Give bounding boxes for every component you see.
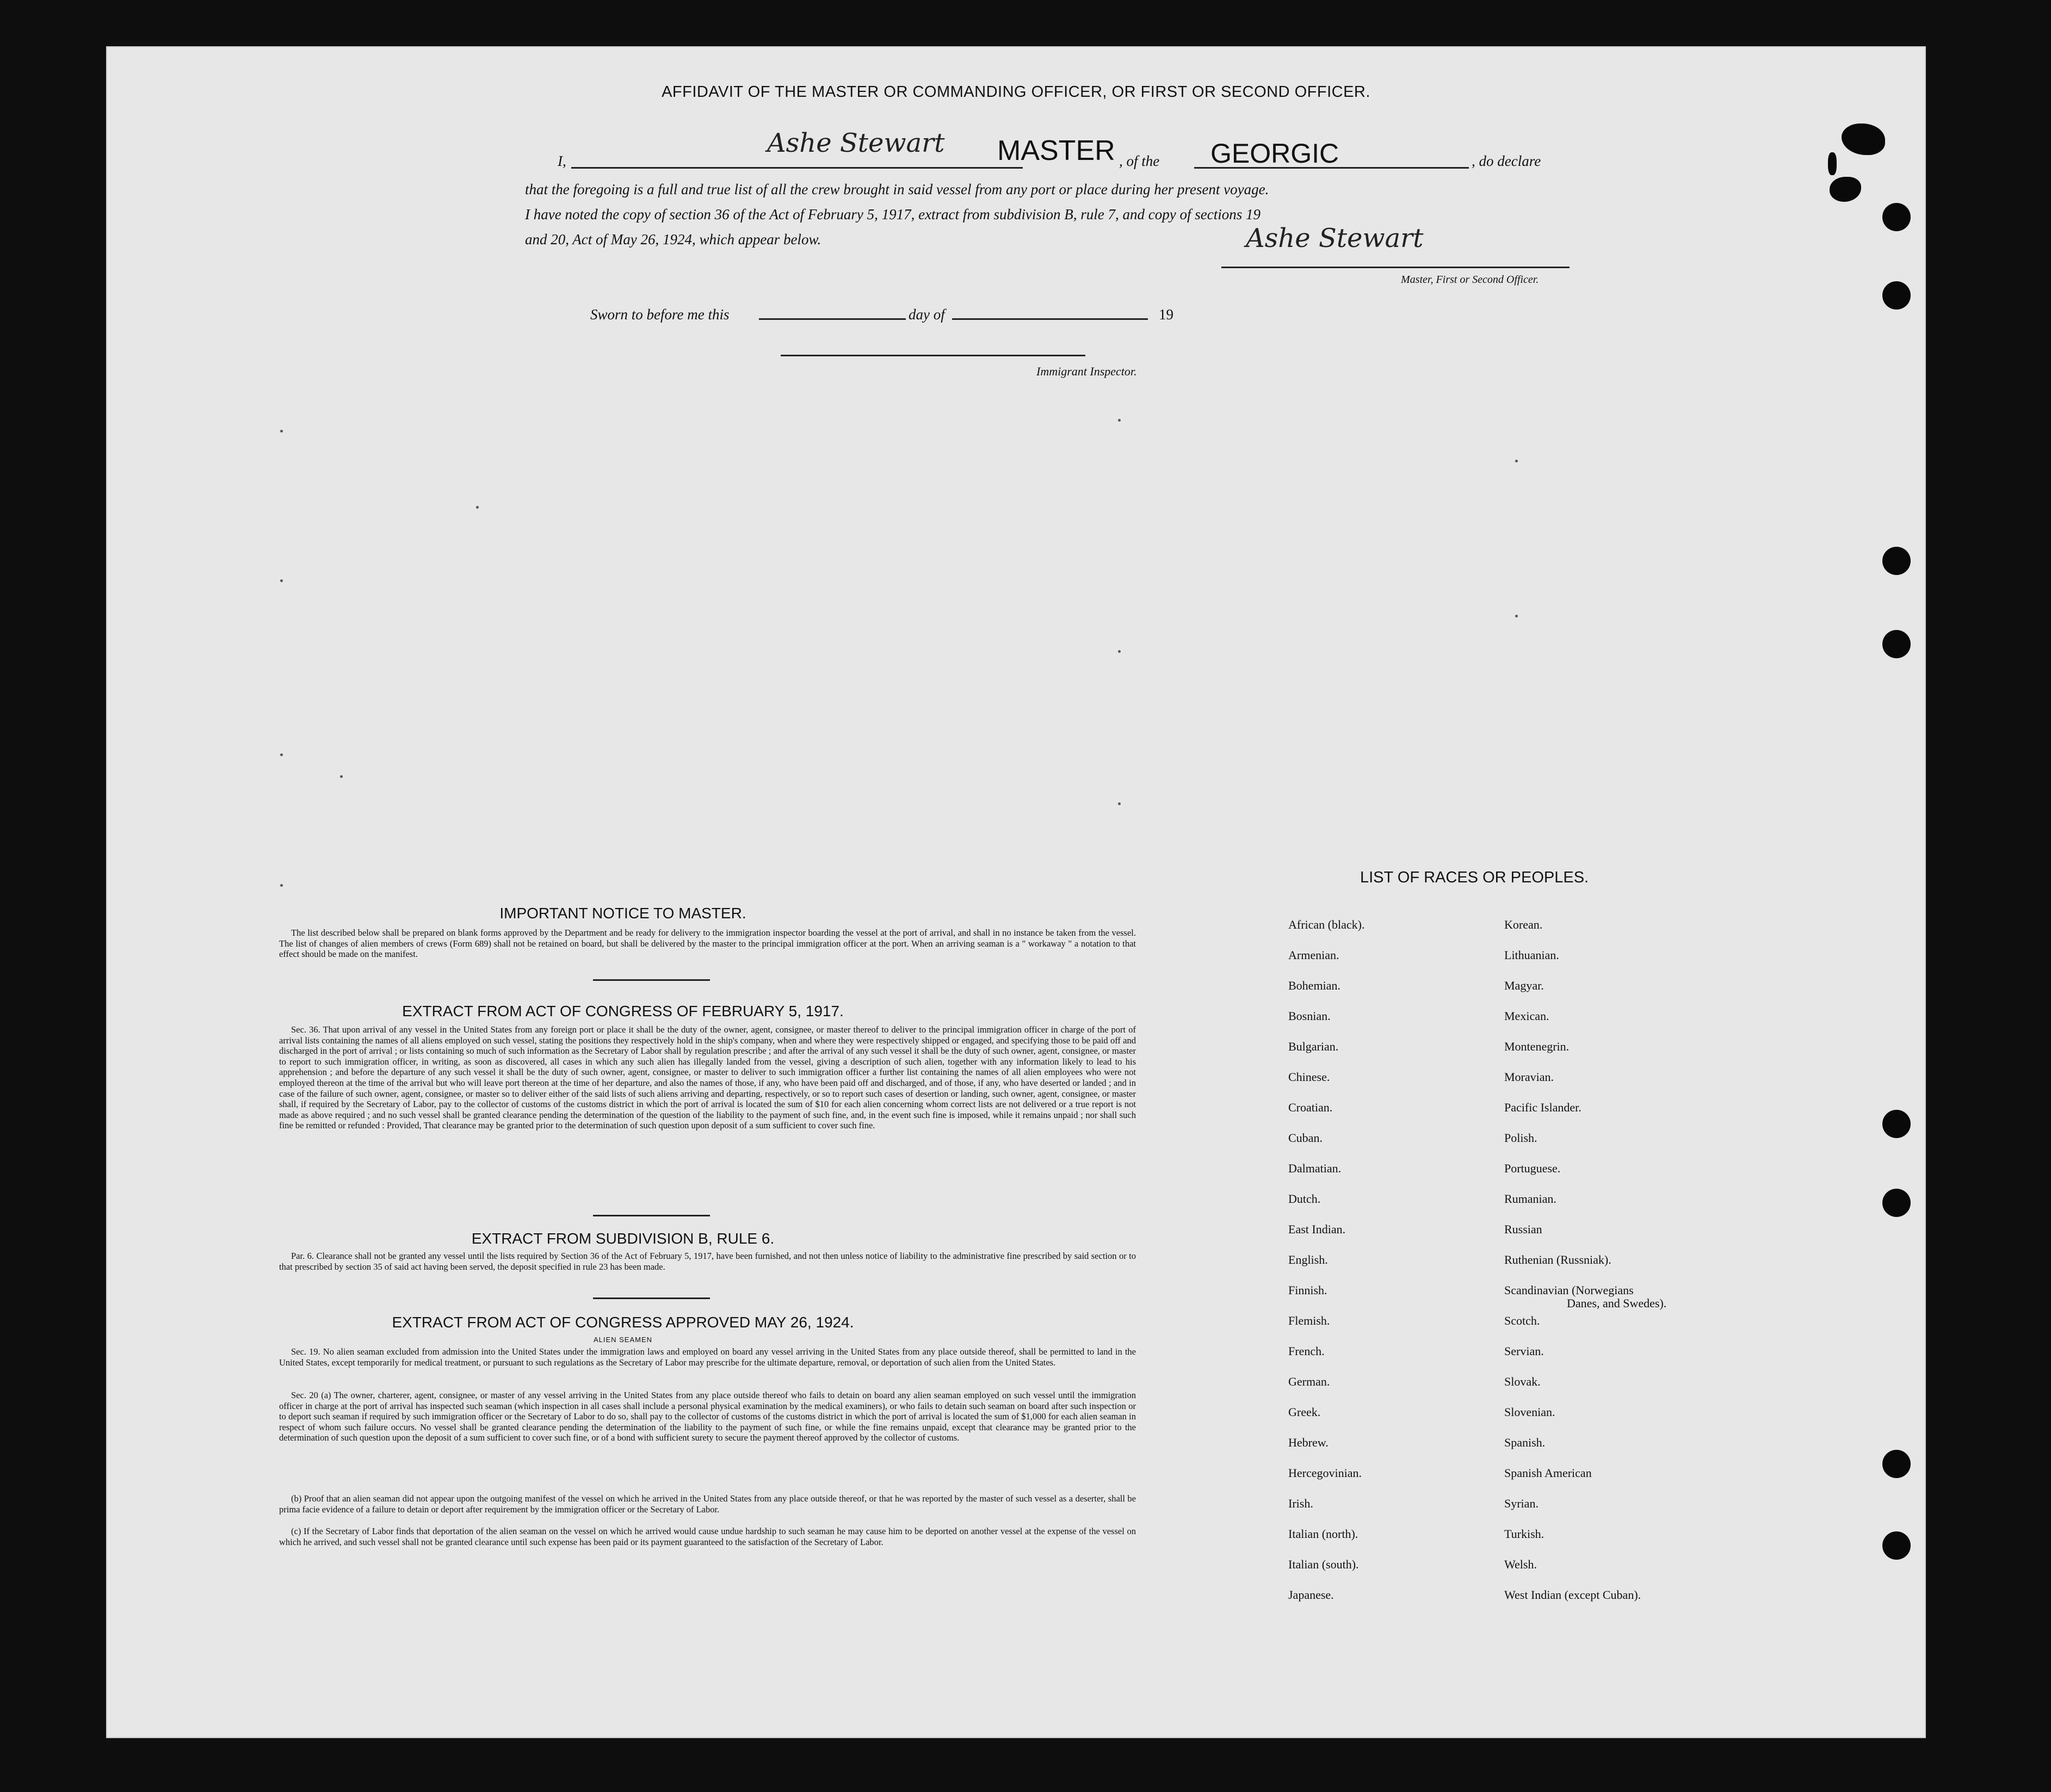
race-item: Servian. — [1504, 1344, 1544, 1358]
punch-hole — [1882, 281, 1911, 310]
of-the-label: , of the — [1119, 153, 1160, 169]
race-item: Polish. — [1504, 1131, 1537, 1145]
race-item: Flemish. — [1288, 1314, 1330, 1327]
punch-hole — [1882, 1531, 1911, 1560]
ink-blot — [1842, 123, 1885, 155]
section-divider — [593, 1215, 710, 1216]
race-item: Japanese. — [1288, 1588, 1334, 1602]
extract-1917-title: EXTRACT FROM ACT OF CONGRESS OF FEBRUARY 5, 1917. — [402, 1003, 844, 1019]
race-item: African (black). — [1288, 918, 1365, 931]
race-item: Irish. — [1288, 1497, 1313, 1510]
stray-mark — [1118, 802, 1121, 805]
extract-1924-sec20a: Sec. 20 (a) The owner, charterer, agent, consignee, or master of any vessel arriving in the United States from any place outside thereof who fails to detain on board any alien seaman employed on such vessel until the immigration officer in charge at the port of arrival has inspected such seaman (which inspection in all cases shall include a personal physical examination by the medical examiners), or who fails to detain such seaman on board after such inspection or to deport such seaman if required by such immigration officer or the Secretary of Labor to do so, shall pay to the collector of customs of the customs district in which the port of arrival is located the sum of $1,000 for each alien seaman in respect of whom such failure occurs. No vessel shall be granted clearance pending the determination of the liability to the payment of such fine, or while the fine remains unpaid, except that clearance may be granted prior to the determination of such question upon the deposit of a sum sufficient to cover such fine, or of a bond with sufficient surety to secure the payment thereof approved by the collector of customs. — [279, 1390, 1136, 1443]
stray-mark — [476, 506, 479, 509]
inspector-signature-line — [781, 355, 1085, 356]
position-value: MASTER — [997, 135, 1115, 166]
document-sheet — [106, 46, 1926, 1738]
race-item: Dalmatian. — [1288, 1161, 1342, 1175]
sworn-day-line — [759, 318, 906, 320]
race-item: Scandinavian (Norwegians — [1504, 1283, 1634, 1297]
race-item: Montenegrin. — [1504, 1040, 1570, 1053]
race-item: Rumanian. — [1504, 1192, 1556, 1206]
race-item: Korean. — [1504, 918, 1543, 931]
race-item: Moravian. — [1504, 1070, 1554, 1084]
ink-blot — [1828, 152, 1837, 175]
race-item: Mexican. — [1504, 1009, 1549, 1023]
race-item: Bosnian. — [1288, 1009, 1331, 1023]
race-item: Scotch. — [1504, 1314, 1540, 1327]
stray-mark — [1118, 650, 1121, 653]
race-item: Welsh. — [1504, 1558, 1537, 1571]
vessel-name-value: GEORGIC — [1210, 138, 1339, 169]
section-divider — [593, 979, 710, 981]
race-item: Syrian. — [1504, 1497, 1539, 1510]
stray-mark — [1515, 460, 1518, 462]
extract-1924-title: EXTRACT FROM ACT OF CONGRESS APPROVED MAY 26, 1924. — [392, 1314, 854, 1331]
race-item: Bulgarian. — [1288, 1040, 1339, 1053]
notice-title: IMPORTANT NOTICE TO MASTER. — [499, 905, 746, 922]
race-item: Bohemian. — [1288, 979, 1340, 992]
extract-1924-sec19: Sec. 19. No alien seaman excluded from admission into the United States under the immigration laws and employed on board any vessel arriving in the United States from any place outside thereof, shall be permitted to land in the United States, except temporarily for medical treatment, or pursuant to such regulations as the Secretary of Labor may prescribe for the ultimate departure, removal, or deportation of such alien from the United States. — [279, 1346, 1136, 1368]
stray-mark — [280, 430, 283, 432]
inspector-caption: Immigrant Inspector. — [1036, 364, 1137, 378]
race-item: English. — [1288, 1253, 1328, 1266]
race-item: Slovenian. — [1504, 1405, 1555, 1419]
stray-mark — [1118, 419, 1121, 422]
stray-mark — [1515, 615, 1518, 617]
day-of-label: day of — [909, 306, 945, 323]
ink-blot — [1830, 177, 1861, 202]
race-item: Turkish. — [1504, 1527, 1545, 1541]
extract-rule6-text: Par. 6. Clearance shall not be granted any vessel until the lists required by Section 36 of the Act of February 5, 1917, have been furnished, and not then unless notice of liability to the administrative fine prescribed by said section or to that prescribed by section 35 of said act having been served, the deposit specified in rule 23 has been made. — [279, 1251, 1136, 1272]
race-item: Slovak. — [1504, 1375, 1541, 1388]
race-item: Finnish. — [1288, 1283, 1327, 1297]
sworn-month-line — [952, 318, 1148, 320]
race-item: Spanish American — [1504, 1466, 1592, 1480]
affidavit-title: AFFIDAVIT OF THE MASTER OR COMMANDING OFFICER, OR FIRST OR SECOND OFFICER. — [662, 83, 1370, 101]
year-prefix: 19 — [1159, 306, 1173, 323]
races-right-column — [1504, 918, 1666, 1618]
race-item: German. — [1288, 1375, 1330, 1388]
punch-hole — [1882, 547, 1911, 575]
affidavit-i-label: I, — [558, 153, 566, 169]
race-item: Italian (south). — [1288, 1558, 1359, 1571]
extract-1917-text: Sec. 36. That upon arrival of any vessel in the United States from any foreign port or place it shall be the duty of the owner, agent, consignee, or master thereof to deliver to the principal immigration officer in charge of the port of arrival lists containing the names of all aliens employed on such vessel, stating the positions they respectively hold in the ship's company, when and where they were respectively shipped or engaged, and specifying those to be paid off and discharged in the port of arrival ; or lists containing so much of such information as the Secretary of Labor shall by regulation prescribe ; and after the arrival of any such vessel it shall be the duty of such owner, agent, consignee, or master to report to such immigration officer, in writing, as soon as discovered, all cases in which any such alien has illegally landed from the vessel, giving a description of such alien, together with any information likely to lead to his apprehension ; and before the departure of any such vessel it shall be the duty of such owner, agent, consignee, or master to deliver to such immigration officer a further list containing the names of all alien employees who were not employed thereon at the time of the arrival but who will leave port thereon at the time of her departure, and also the names of those, if any, who have been paid off and discharged, and of those, if any, who have deserted or landed ; and in case of the failure of such owner, agent, consignee, or master so to deliver either of the said lists of such aliens arriving and departing, respectively, or so to report such cases of desertion or landing, such owner, agent, consignee, or master shall, if required by the Secretary of Labor, pay to the collector of customs of the customs district in which the port of arrival is located the sum of $10 for each alien concerning whom correct lists are not delivered or a true report is not made as above required ; and no such vessel shall be granted clearance pending the determination of the question of the liability to the payment of such fine, and, in the event such fine is imposed, while it remains unpaid ; nor shall such fine be remitted or refunded : Provided, That clearance may be granted prior to the determination of such question upon deposit of a sum sufficient to cover such fine. — [279, 1024, 1136, 1131]
stray-mark — [280, 579, 283, 582]
punch-hole — [1882, 1110, 1911, 1138]
race-item: Portuguese. — [1504, 1161, 1561, 1175]
race-item: Hercegovinian. — [1288, 1466, 1362, 1480]
race-item: Chinese. — [1288, 1070, 1330, 1084]
races-left-column — [1288, 918, 1364, 1618]
race-item: Ruthenian (Russniak). — [1504, 1253, 1611, 1266]
race-item: Greek. — [1288, 1405, 1321, 1419]
race-item: West Indian (except Cuban). — [1504, 1588, 1641, 1602]
stray-mark — [280, 884, 283, 887]
race-item: Magyar. — [1504, 979, 1544, 992]
extract-1924-sec20b: (b) Proof that an alien seaman did not appear upon the outgoing manifest of the vessel on which he arrived in the United States from any place outside thereof, or that he was reported by the master of such vessel as a deserter, shall be prima facie evidence of a failure to detain or deport after requirement by the immigration officer or the Secretary of Labor. — [279, 1493, 1136, 1515]
races-title: LIST OF RACES OR PEOPLES. — [1360, 869, 1589, 886]
affidavit-line-2: that the foregoing is a full and true list of all the crew brought in said vessel from any port or place during her present voyage. — [525, 181, 1269, 197]
stray-mark — [340, 775, 343, 778]
race-item: Lithuanian. — [1504, 948, 1559, 962]
race-item: Russian — [1504, 1222, 1542, 1236]
affidavit-line-3: I have noted the copy of section 36 of the Act of February 5, 1917, extract from subdivision B, rule 7, and copy of sections 19 — [525, 206, 1261, 223]
extract-rule6-title: EXTRACT FROM SUBDIVISION B, RULE 6. — [471, 1230, 775, 1247]
master-signature: Ashe Stewart — [767, 128, 945, 158]
punch-hole — [1882, 630, 1911, 658]
race-item: French. — [1288, 1344, 1325, 1358]
race-item: Cuban. — [1288, 1131, 1323, 1145]
sworn-before-label: Sworn to before me this — [590, 306, 730, 323]
stray-mark — [280, 753, 283, 756]
extract-1924-subtitle: ALIEN SEAMEN — [593, 1336, 653, 1344]
race-item: Danes, and Swedes). — [1567, 1296, 1667, 1310]
race-item: Croatian. — [1288, 1101, 1333, 1114]
race-item: Pacific Islander. — [1504, 1101, 1582, 1114]
notice-text: The list described below shall be prepared on blank forms approved by the Department and be ready for delivery to the immigration inspector boarding the vessel at the port of arrival, and shall in no instance be taken from the vessel. The list of changes of alien members of crews (Form 689) shall not be retained on board, but shall be delivered by the master to the principal immigration officer at the port. When an arriving seaman is a " workaway " a notation to that effect should be made on the manifest. — [279, 928, 1136, 960]
officer-signature-caption: Master, First or Second Officer. — [1401, 274, 1539, 286]
race-item: Spanish. — [1504, 1436, 1546, 1449]
punch-hole — [1882, 1189, 1911, 1217]
race-item: Armenian. — [1288, 948, 1339, 962]
extract-1924-sec20c: (c) If the Secretary of Labor finds that deportation of the alien seaman on the vessel on which he arrived would cause undue hardship to such seaman he may cause him to be deported on another vessel at the expense of the vessel on which he arrived, and such vessel shall not be granted clearance until such expense has been paid or its payment guaranteed to the satisfaction of the Secretary of Labor. — [279, 1526, 1136, 1547]
punch-hole — [1882, 203, 1911, 231]
race-item: Hebrew. — [1288, 1436, 1329, 1449]
race-item: Italian (north). — [1288, 1527, 1358, 1541]
officer-signature: Ashe Stewart — [1246, 223, 1424, 254]
affidavit-line-4: and 20, Act of May 26, 1924, which appear below. — [525, 231, 821, 248]
do-declare-label: , do declare — [1472, 153, 1541, 169]
race-item: East Indian. — [1288, 1222, 1346, 1236]
punch-hole — [1882, 1450, 1911, 1478]
section-divider — [593, 1297, 710, 1299]
officer-signature-line — [1221, 267, 1570, 268]
race-item: Dutch. — [1288, 1192, 1321, 1206]
